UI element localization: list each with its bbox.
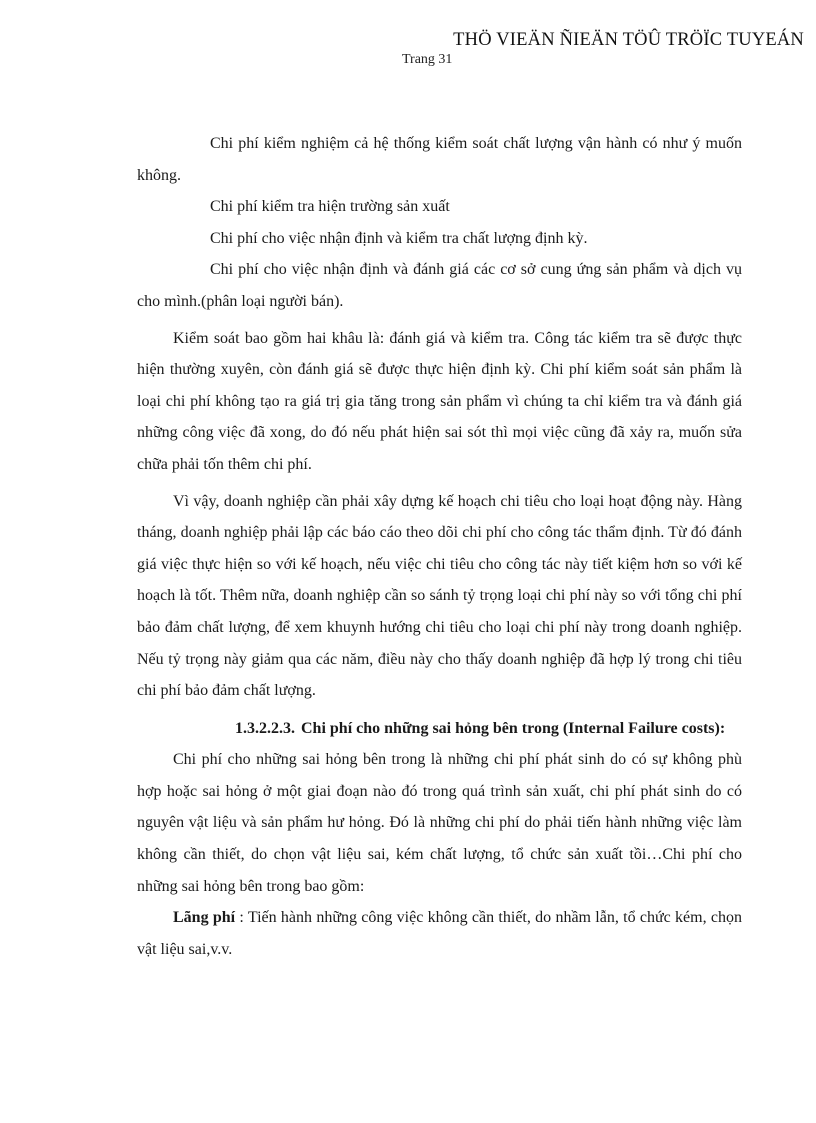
- paragraph-6: Vì vậy, doanh nghiệp cần phải xây dựng kế hoạch chi tiêu cho loại hoạt động này. Hàng tháng, doanh nghiệp phải lập các báo cáo theo dõi chi phí cho công tác thẩm định. Từ đó đánh giá việc thực hiện so với kế hoạch, nếu việc chi tiêu cho công tác này tiết kiệm hơn so với kế hoạch là tốt. Thêm nữa, doanh nghiệp cần so sánh tỷ trọng loại chi phí này so với tổng chi phí bảo đảm chất lượng, để xem khuynh hướng chi tiêu cho loại chi phí này trong doanh nghiệp. Nếu tỷ trọng này giảm qua các năm, điều này cho thấy doanh nghiệp đã hợp lý trong chi tiêu chi phí bảo đảm chất lượng.: [137, 492, 742, 700]
- paragraph-3: Chi phí cho việc nhận định và kiểm tra chất lượng định kỳ.: [210, 229, 588, 247]
- paragraph-7: Chi phí cho những sai hỏng bên trong là những chi phí phát sinh do có sự không phù hợp hoặc sai hỏng ở một giai đoạn nào đó trong quá trình sản xuất, chi phí phát sinh do có nguyên vật liệu và sản phẩm hư hỏng. Đó là những chi phí do phải tiến hành những việc làm không cần thiết, do chọn vật liệu sai, kém chất lượng, tổ chức sản xuất tồi…Chi phí cho những sai hỏng bên trong bao gồm:: [137, 751, 742, 895]
- paragraph-4: Chi phí cho việc nhận định và đánh giá các cơ sở cung ứng sản phẩm và dịch vụ cho mình.(phân loại người bán).: [137, 261, 742, 310]
- header-brand: THÖ VIEÄN ÑIEÄN TÖÛ TRÖÏC TUYEÁN: [453, 30, 804, 50]
- term-lang-phi: Lãng phí: [173, 909, 236, 927]
- document-body: [137, 128, 742, 965]
- paragraph-2: Chi phí kiểm tra hiện trường sản xuất: [210, 198, 450, 216]
- section-heading: [235, 713, 742, 745]
- section-title: Chi phí cho những sai hỏng bên trong (Internal Failure costs):: [301, 719, 726, 737]
- page-number: Trang 31: [402, 52, 453, 67]
- section-number: 1.3.2.2.3.: [235, 719, 295, 737]
- paragraph-8-text: : Tiến hành những công việc không cần thiết, do nhầm lẫn, tổ chức kém, chọn vật liệu sai,v.v.: [137, 909, 742, 958]
- paragraph-8: [137, 902, 742, 965]
- paragraph-5: Kiểm soát bao gồm hai khâu là: đánh giá và kiểm tra. Công tác kiểm tra sẽ được thực hiện thường xuyên, còn đánh giá sẽ được thực hiện định kỳ. Chi phí kiểm soát sản phẩm là loại chi phí không tạo ra giá trị gia tăng trong sản phẩm vì chúng ta chỉ kiểm tra và đánh giá những công việc đã xong, do đó nếu phát hiện sai sót thì mọi việc cũng đã xảy ra, muốn sửa chữa phải tốn thêm chi phí.: [137, 329, 742, 473]
- paragraph-1: Chi phí kiểm nghiệm cả hệ thống kiểm soát chất lượng vận hành có như ý muốn không.: [137, 135, 742, 184]
